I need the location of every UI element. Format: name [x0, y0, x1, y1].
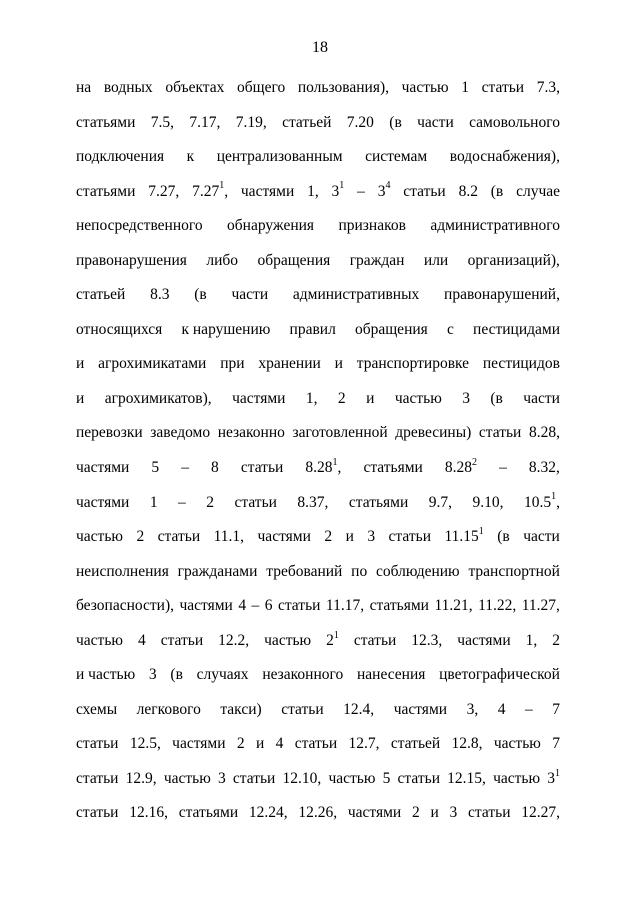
word: статьями: [76, 113, 136, 131]
word: древесины): [395, 424, 472, 442]
word: 11.15$^1$: [444, 525, 484, 546]
word: $2^1$: [326, 629, 339, 649]
word: 7: [552, 735, 560, 753]
word: обращения: [257, 251, 331, 269]
word: 10.5$^1$,: [523, 491, 560, 511]
word: статьи: [478, 424, 522, 442]
text-line: [76, 630, 560, 665]
word: и: [76, 389, 85, 407]
word: требований: [266, 562, 343, 580]
word: 4: [497, 700, 506, 718]
word: 12.7,: [348, 735, 380, 753]
word: 2: [236, 735, 245, 753]
word: водных: [103, 79, 153, 96]
word: схемы: [76, 700, 118, 718]
word: 8.28$^1$,: [305, 456, 342, 477]
word: 2: [136, 528, 145, 546]
word: 12.9,: [125, 769, 157, 787]
word: частями: [347, 804, 402, 822]
word: перевозки: [76, 424, 143, 442]
word: 12.4,: [343, 700, 375, 718]
word: случае: [516, 182, 560, 200]
word: –: [357, 182, 365, 200]
word: –: [251, 597, 260, 615]
word: транспортной: [468, 562, 560, 580]
word: частью: [394, 389, 442, 407]
word: 5: [382, 769, 391, 787]
word: 7: [552, 700, 560, 718]
word: 7.27$^1$,: [192, 180, 229, 200]
word: частью: [401, 79, 449, 96]
word: 8.3: [150, 286, 170, 304]
word: статьи: [481, 79, 525, 96]
word: непосредственного: [76, 217, 203, 235]
text-line: [76, 181, 560, 216]
word: 8: [211, 459, 219, 477]
word: частью: [163, 769, 211, 787]
word: 8.28,: [528, 424, 560, 442]
text-line: [76, 664, 560, 699]
word: 3: [217, 769, 226, 787]
word: статьей: [76, 286, 126, 304]
word: 5: [151, 459, 160, 477]
word: либо: [206, 251, 239, 269]
word: статьи: [76, 735, 119, 753]
word: обнаружения: [227, 217, 315, 235]
superscript: 1: [333, 629, 339, 641]
word: 6: [264, 597, 273, 615]
word: 11.17,: [325, 597, 365, 615]
word: административных: [292, 286, 420, 304]
word: частями: [232, 389, 286, 407]
word: частями: [393, 700, 448, 718]
word: системам: [365, 148, 428, 166]
word: 2: [337, 389, 346, 407]
text-line: [76, 284, 560, 319]
word: 4: [275, 735, 284, 753]
word: 12.24,: [248, 804, 288, 822]
word: 12.27,: [521, 804, 560, 822]
word: подключения: [76, 148, 165, 166]
word: статьи: [277, 597, 321, 615]
word: 11.27,: [521, 597, 560, 615]
word: административного: [430, 217, 560, 235]
word: и: [76, 355, 85, 373]
word: 8.37,: [297, 493, 329, 511]
word: и: [430, 804, 439, 822]
text-line: [76, 77, 560, 112]
word: статьи: [232, 769, 276, 787]
word: 1: [461, 79, 469, 96]
word: части: [417, 113, 454, 131]
word: 7.20: [346, 113, 374, 131]
word: 3: [367, 528, 376, 546]
word: статьями: [76, 182, 136, 200]
superscript: 1: [339, 180, 345, 192]
word: статьи: [76, 769, 119, 787]
superscript: 1: [219, 180, 225, 192]
text-line: [76, 526, 560, 561]
word: частью: [76, 631, 123, 649]
word: обращения: [354, 320, 428, 338]
superscript: 1: [332, 456, 338, 468]
word: частями: [179, 597, 233, 615]
word: нанесения: [356, 666, 426, 684]
word: части: [523, 389, 560, 407]
word: статьи: [353, 631, 397, 649]
word: соблюдению: [376, 562, 460, 580]
word: 7.19,: [235, 113, 267, 131]
word: статьи: [76, 804, 119, 822]
word: (в: [490, 182, 504, 200]
word: статьи: [157, 528, 201, 546]
word: заведомо: [150, 424, 211, 442]
word: и: [334, 355, 343, 373]
word: незаконного: [262, 666, 344, 684]
word: статьями: [348, 493, 409, 511]
text-line: [76, 768, 560, 803]
word: частями: [240, 182, 295, 200]
text-line: [76, 146, 560, 181]
word: с: [446, 320, 454, 338]
word: самовольного: [469, 113, 560, 131]
word: 7.3,: [536, 79, 560, 96]
word: 1,: [305, 389, 318, 407]
word: пользования),: [297, 79, 390, 96]
word: пестицидов: [482, 355, 560, 373]
word: статьи: [388, 528, 432, 546]
word: (в: [497, 528, 510, 546]
word: 2: [206, 493, 215, 511]
word: частью: [493, 735, 541, 753]
word: на: [76, 79, 92, 96]
word: пестицидами: [473, 320, 560, 338]
text-line: [76, 733, 560, 768]
word: частью: [264, 631, 312, 649]
body-text: [76, 77, 560, 837]
word: к нарушению: [181, 320, 271, 338]
word: частью: [493, 769, 541, 787]
word: общего: [237, 79, 286, 96]
word: и: [255, 735, 265, 753]
word: легкового: [136, 700, 201, 718]
word: случаях: [196, 666, 249, 684]
word: частью: [328, 769, 376, 787]
word: 8.28$^2$: [444, 456, 478, 477]
word: части: [523, 528, 560, 546]
word: 12.3,: [411, 631, 443, 649]
text-line: [76, 353, 560, 388]
word: статьями: [369, 597, 429, 615]
text-line: [76, 699, 560, 734]
text-line: [76, 319, 560, 354]
word: (в: [170, 666, 183, 684]
word: безопасности),: [76, 597, 175, 615]
word: цветографической: [439, 666, 560, 684]
word: при: [220, 355, 245, 373]
text-line: [76, 422, 560, 457]
superscript: 1: [551, 491, 557, 503]
word: 11.22,: [478, 597, 517, 615]
word: частями: [76, 493, 130, 511]
word: гражданами: [177, 562, 258, 580]
word: $3^1$: [331, 180, 345, 200]
word: объектах: [165, 79, 225, 96]
word: агрохимикатов),: [104, 389, 212, 407]
word: граждан: [349, 251, 405, 269]
word: правил: [289, 320, 336, 338]
text-line: [76, 215, 560, 250]
word: (в: [389, 113, 402, 131]
word: 12.15,: [447, 769, 486, 787]
word: статьи: [468, 804, 511, 822]
word: статьи: [240, 459, 284, 477]
word: и: [345, 528, 354, 546]
word: частями: [457, 631, 511, 649]
word: 2: [411, 804, 420, 822]
word: 8.32,: [528, 459, 560, 477]
superscript: 1: [555, 767, 560, 779]
word: хранении: [258, 355, 321, 373]
word: агрохимикатами: [98, 355, 207, 373]
word: статьи: [397, 769, 440, 787]
text-line: [76, 388, 560, 423]
text-line: [76, 595, 560, 630]
word: 12.8,: [451, 735, 483, 753]
word: 12.26,: [298, 804, 338, 822]
word: организаций),: [467, 251, 560, 269]
word: статьи: [234, 493, 277, 511]
text-line: [76, 561, 560, 596]
word: 3,: [466, 700, 479, 718]
superscript: 1: [478, 525, 484, 537]
word: статьи: [294, 735, 338, 753]
word: 9.10,: [472, 493, 504, 511]
superscript: 4: [385, 180, 391, 192]
word: статьей: [390, 735, 441, 753]
word: 11.21,: [434, 597, 473, 615]
word: частью: [76, 528, 123, 546]
word: 7.5,: [150, 113, 175, 131]
word: 2: [552, 631, 560, 649]
word: статьи: [403, 182, 446, 200]
word: статьями: [363, 459, 423, 477]
word: статьями: [178, 804, 239, 822]
word: 1,: [525, 631, 538, 649]
word: $3^4$: [377, 180, 391, 200]
superscript: 2: [472, 456, 478, 468]
word: частями: [172, 735, 226, 753]
word: статьей: [282, 113, 332, 131]
word: 1,: [307, 182, 319, 200]
word: (в: [490, 389, 503, 407]
word: 12.2,: [218, 631, 250, 649]
word: или: [423, 251, 449, 269]
word: водоснабжения),: [449, 148, 560, 166]
page-number: 18: [312, 39, 328, 56]
word: относящихся: [76, 320, 163, 338]
word: 9.7,: [428, 493, 453, 511]
word: частями: [76, 459, 130, 477]
text-line: [76, 250, 560, 285]
word: заготовленной: [292, 424, 388, 442]
word: 4: [137, 631, 146, 649]
word: 7.27,: [148, 182, 180, 200]
word: 1: [149, 493, 158, 511]
word: 4: [238, 597, 247, 615]
word: и: [366, 389, 375, 407]
word: централизованным: [216, 148, 343, 166]
word: 12.5,: [129, 735, 161, 753]
word: –: [178, 493, 186, 511]
word: 7.17,: [189, 113, 221, 131]
word: и частью: [76, 666, 136, 684]
word: признаков: [338, 217, 406, 235]
word: (в: [194, 286, 207, 304]
word: $3^1$: [547, 767, 560, 787]
word: 3: [148, 666, 157, 684]
text-line: [76, 802, 560, 837]
word: правонарушений,: [444, 286, 560, 304]
word: по: [351, 562, 368, 580]
word: части: [231, 286, 269, 304]
text-line: [76, 457, 560, 492]
word: такси): [220, 700, 262, 718]
word: –: [524, 700, 533, 718]
word: 3: [449, 804, 458, 822]
word: 2: [324, 528, 333, 546]
text-line: [76, 492, 560, 527]
word: 3: [462, 389, 470, 407]
word: 12.16,: [129, 804, 168, 822]
word: –: [181, 459, 189, 477]
word: незаконно: [217, 424, 285, 442]
word: статьи: [160, 631, 204, 649]
word: 11.1,: [213, 528, 245, 546]
word: 12.10,: [282, 769, 322, 787]
word: неисполнения: [76, 562, 169, 580]
word: к: [186, 148, 195, 166]
word: частями: [257, 528, 311, 546]
word: статьи: [281, 700, 324, 718]
word: –: [499, 459, 507, 477]
word: 8.2: [458, 182, 478, 200]
word: правонарушения: [76, 251, 187, 269]
word: транспортировке: [356, 355, 470, 373]
text-line: [76, 112, 560, 147]
